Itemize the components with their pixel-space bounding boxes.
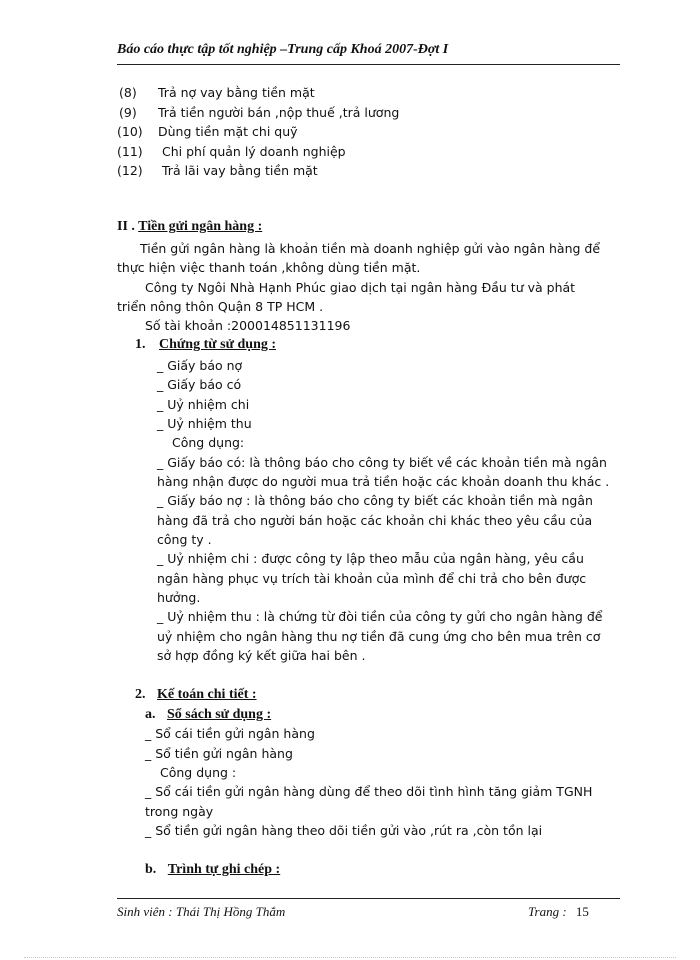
list-text: Trả lãi vay bằng tiền mặt <box>162 163 318 178</box>
description-line: hưởng. <box>157 590 201 605</box>
list-number: (8) <box>119 85 137 100</box>
description-line: sở hợp đồng ký kết giữa hai bên . <box>157 648 366 663</box>
description-line: _ Giấy báo nợ : là thông báo cho công ty biết các khoản tiền mà ngân <box>157 493 593 508</box>
page-bottom-dotted-line <box>24 957 676 958</box>
paragraph-line: Công ty Ngôi Nhà Hạnh Phúc giao dịch tại ngân hàng Đầu tư và phát <box>145 280 576 295</box>
page-label: Trang : <box>528 904 567 919</box>
description-line: _ Sổ cái tiền gửi ngân hàng dùng để theo dõi tình hình tăng giảm TGNH <box>145 784 593 799</box>
description-line: hàng nhận được do người mua trả tiền hoặc các khoản doanh thu khác . <box>157 474 610 489</box>
subsubsection-letter: a. <box>145 707 156 722</box>
description-line: ngân hàng phục vụ trích tài khoản của mình để chi trả cho bên được <box>157 571 587 586</box>
list-text: Trả nợ vay bằng tiền mặt <box>158 85 315 100</box>
footer-page <box>528 904 589 920</box>
list-number: (9) <box>119 105 137 120</box>
description-line: _ Sổ tiền gửi ngân hàng theo dõi tiền gửi vào ,rút ra ,còn tồn lại <box>145 823 543 838</box>
page-header-title: Báo cáo thực tập tốt nghiệp –Trung cấp Khoá 2007-Đợt I <box>117 42 449 57</box>
subsection-title: Chứng từ sử dụng : <box>159 337 277 352</box>
description-line: uỷ nhiệm cho ngân hàng thu nợ tiền đã cung ứng cho bên mua trên cơ <box>157 629 601 644</box>
list-text: Chi phí quản lý doanh nghiệp <box>162 144 346 159</box>
list-number: (10) <box>117 124 143 139</box>
description-line: _ Uỷ nhiệm thu : là chứng từ đòi tiền của công ty gửi cho ngân hàng để <box>157 609 603 624</box>
description-line: _ Giấy báo có: là thông báo cho công ty biết về các khoản tiền mà ngân <box>157 455 607 470</box>
section-title: Tiền gửi ngân hàng : <box>138 219 263 234</box>
book-item: _ Sổ tiền gửi ngân hàng <box>145 746 293 761</box>
usage-label: Công dụng : <box>160 765 237 780</box>
paragraph-line: Tiền gửi ngân hàng là khoản tiền mà doanh nghiệp gửi vào ngân hàng để <box>140 241 601 256</box>
subsubsection-title: Sổ sách sử dụng : <box>167 707 272 722</box>
book-item: _ Sổ cái tiền gửi ngân hàng <box>145 726 315 741</box>
subsubsection-heading <box>145 707 271 723</box>
subsubsection-title: Trình tự ghi chép : <box>167 862 281 877</box>
description-line: trong ngày <box>145 804 214 819</box>
footer-student: Sinh viên : Thái Thị Hồng Thắm <box>117 904 286 919</box>
document-item: _ Uỷ nhiệm chi <box>157 397 250 412</box>
account-number: Số tài khoản :200014851131196 <box>145 318 351 333</box>
list-text: Dùng tiền mặt chi quỹ <box>158 124 298 139</box>
document-item: _ Giấy báo có <box>157 377 242 392</box>
subsection-number: 1. <box>135 337 146 352</box>
document-item: _ Uỷ nhiệm thu <box>157 416 252 431</box>
subsection-heading <box>135 337 276 353</box>
list-number: (12) <box>117 163 143 178</box>
list-text: Trả tiền người bán ,nộp thuế ,trả lương <box>158 105 400 120</box>
page-number: 15 <box>575 904 589 919</box>
footer-rule <box>117 898 620 899</box>
section-prefix: II . <box>117 219 139 234</box>
paragraph-line: thực hiện việc thanh toán ,không dùng tiền mặt. <box>117 260 421 275</box>
paragraph-line: triển nông thôn Quận 8 TP HCM . <box>117 299 324 314</box>
subsection-title: Kế toán chi tiết : <box>157 687 257 702</box>
description-line: công ty . <box>157 532 212 547</box>
document-item: _ Giấy báo nợ <box>157 358 243 373</box>
description-line: hàng đã trả cho người bán hoặc các khoản chi khác theo yêu cầu của <box>157 513 593 528</box>
section-heading <box>117 219 262 235</box>
description-line: _ Uỷ nhiệm chi : được công ty lập theo mẫu của ngân hàng, yêu cầu <box>157 551 584 566</box>
subsection-number: 2. <box>135 687 146 702</box>
usage-label: Công dụng: <box>172 435 245 450</box>
subsection-heading <box>135 687 257 703</box>
list-number: (11) <box>117 144 143 159</box>
subsubsection-letter: b. <box>145 862 157 877</box>
header-rule <box>117 64 620 65</box>
subsubsection-heading <box>145 862 280 878</box>
